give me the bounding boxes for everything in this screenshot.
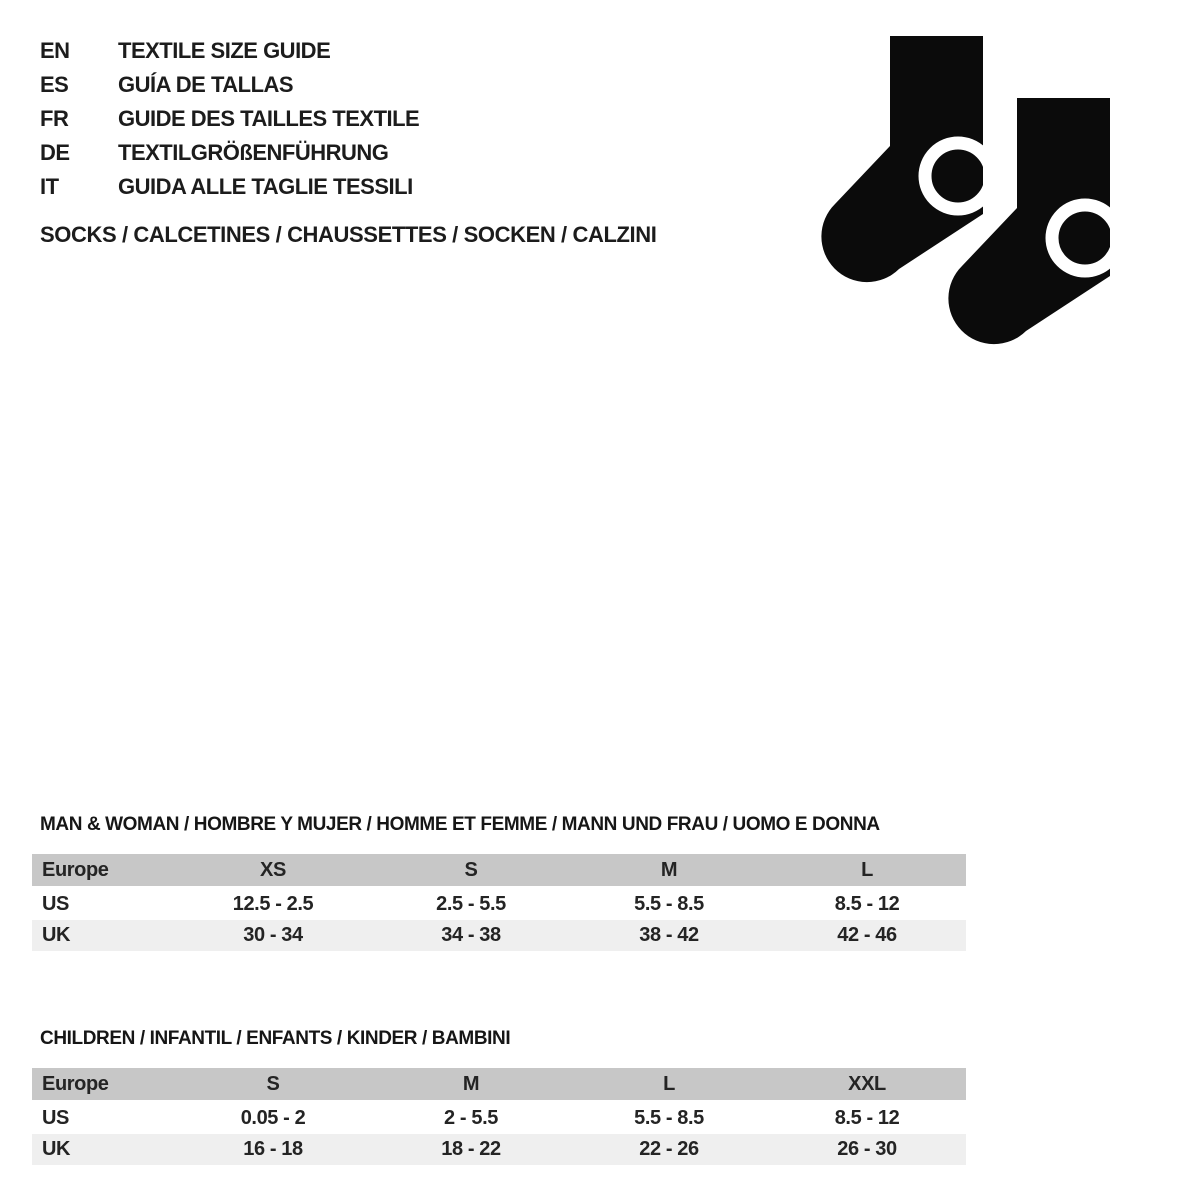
header-cell-size: M (462, 1072, 480, 1095)
size-value: 8.5 - 12 (834, 1107, 900, 1129)
socks-icon (812, 36, 1112, 351)
sock-left (821, 36, 991, 282)
size-value: 18 - 22 (441, 1138, 501, 1160)
table-header-row (32, 854, 966, 886)
language-row-fr (40, 102, 419, 136)
size-value: 22 - 26 (639, 1138, 699, 1160)
table-row-us (32, 889, 966, 920)
language-title: GUIDA ALLE TAGLIE TESSILI (118, 174, 413, 199)
product-category-line: SOCKS / CALCETINES / CHAUSSETTES / SOCKEN / CALZINI (40, 222, 657, 247)
table-adults (32, 854, 966, 951)
size-table-children (32, 1026, 966, 1165)
size-value: 16 - 18 (243, 1138, 303, 1160)
row-label: US (42, 893, 69, 915)
header-cell-size: L (663, 1072, 675, 1095)
size-value: 42 - 46 (837, 924, 897, 946)
language-row-es (40, 68, 419, 102)
table-row-uk (32, 920, 966, 951)
size-value: 34 - 38 (441, 924, 501, 946)
language-code: IT (40, 174, 59, 199)
language-code: ES (40, 72, 69, 97)
header-cell-size: L (861, 858, 873, 881)
language-row-de (40, 136, 419, 170)
header-cell-europe: Europe (42, 1072, 109, 1095)
header-cell-size: S (266, 1072, 280, 1095)
header-cell-size: M (660, 858, 678, 881)
language-code: FR (40, 106, 69, 131)
size-value: 2 - 5.5 (444, 1107, 498, 1129)
language-title: GUÍA DE TALLAS (118, 72, 294, 97)
row-label: US (42, 1107, 69, 1129)
size-value: 8.5 - 12 (834, 893, 900, 915)
table-title-children: CHILDREN / INFANTIL / ENFANTS / KINDER / BAMBINI (40, 1028, 511, 1049)
size-value: 26 - 30 (837, 1138, 897, 1160)
size-value: 5.5 - 8.5 (634, 1107, 704, 1129)
table-title-adults: MAN & WOMAN / HOMBRE Y MUJER / HOMME ET FEMME / MANN UND FRAU / UOMO E DONNA (40, 814, 880, 835)
header-cell-size: S (464, 858, 478, 881)
table-row-us (32, 1103, 966, 1134)
table-children (32, 1068, 966, 1165)
language-code: EN (40, 38, 70, 63)
size-value: 30 - 34 (243, 924, 303, 946)
language-title: GUIDE DES TAILLES TEXTILE (118, 106, 420, 131)
header-cell-europe: Europe (42, 858, 109, 881)
language-list (40, 34, 419, 204)
socks-icon-svg (812, 36, 1112, 351)
language-title: TEXTILE SIZE GUIDE (118, 38, 331, 63)
row-label: UK (42, 924, 71, 946)
header-cell-size: XXL (848, 1072, 886, 1095)
language-row-en (40, 34, 419, 68)
row-label: UK (42, 1138, 71, 1160)
header-cell-size: XS (260, 858, 286, 881)
size-value: 12.5 - 2.5 (232, 893, 314, 915)
size-table-adults (32, 812, 966, 951)
size-value: 5.5 - 8.5 (634, 893, 704, 915)
size-value: 38 - 42 (639, 924, 699, 946)
size-value: 0.05 - 2 (240, 1107, 306, 1129)
language-code: DE (40, 140, 70, 165)
table-header-row (32, 1068, 966, 1100)
language-row-it (40, 170, 419, 204)
table-row-uk (32, 1134, 966, 1165)
language-title: TEXTILGRÖßENFÜHRUNG (118, 140, 389, 165)
size-value: 2.5 - 5.5 (436, 893, 506, 915)
